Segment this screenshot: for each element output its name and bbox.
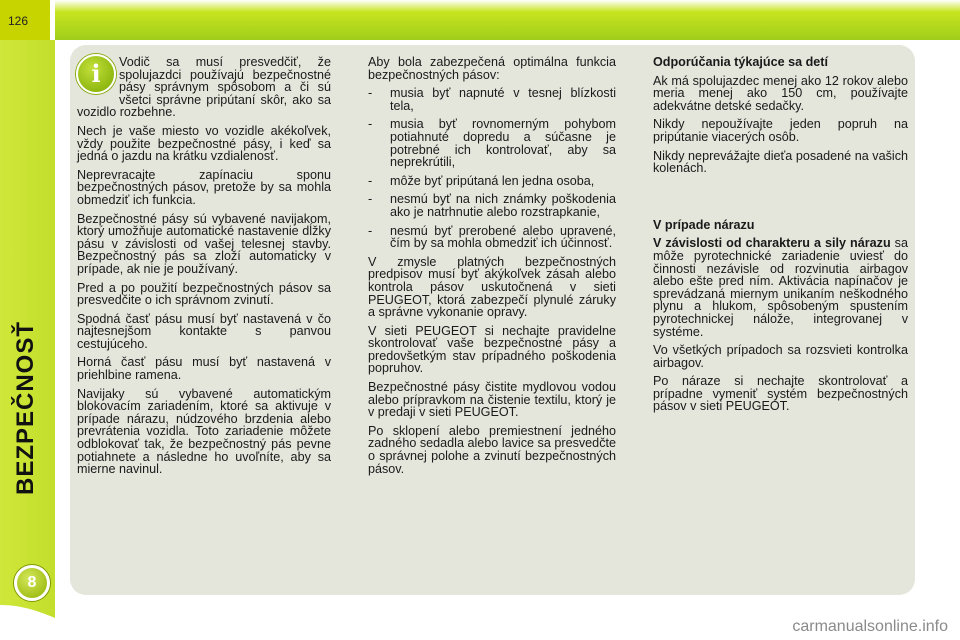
list-item-text: môže byť pripútaná len jedna osoba, (390, 173, 595, 188)
paragraph: Horná časť pásu musí byť nastavená v priehlbine ramena. (77, 355, 331, 383)
paragraph: Bezpečnostné pásy sú vybavené navijakom, ktorý umožňuje automatické nastavenie dĺžky pásu v závislosti od vašej telesnej stavby. Bezpečnostný pás sa zloží automaticky v prípade, ak nie je používaný. (77, 211, 331, 276)
paragraph: Navijaky sú vybavené automatickým blokovacím zariadením, ktoré sa aktivuje v prípade nárazu, núdzového brzdenia alebo prevrátenia vozidla. Toto zariadenie môžete odblokovať tak, že bezpečnostný pás pevne potiahnete a následne ho uvoľníte, aby sa mierne navinul. (77, 386, 331, 477)
paragraph: Nech je vaše miesto vo vozidle akékoľvek, vždy použite bezpečnostné pásy, i keď sa jedná o jazdu na krátku vzdialenosť. (77, 123, 331, 164)
paragraph: V sieti PEUGEOT si nechajte pravidelne skontrolovať vaše bezpečnostné pásy a predovšetkým stav prípadného poškodenia popruhov. (368, 323, 616, 376)
chapter-badge: 8 (14, 565, 50, 601)
watermark: carmanualsonline.info (792, 618, 948, 635)
page-number: 126 (8, 14, 29, 28)
paragraph: Ak má spolujazdec menej ako 12 rokov alebo meria menej ako 150 cm, používajte adekvátne detské sedačky. (653, 73, 908, 113)
list-item-text: nesmú byť na nich známky poškodenia ako je natrhnutie alebo rozstrapkanie, (390, 192, 616, 219)
bullet-dash: - (368, 173, 373, 188)
paragraph: Po sklopení alebo premiestnení jedného zadného sedadla alebo lavice sa presvedčte o správnej polohe a zvinutí bezpečnostných pásov. (368, 423, 616, 476)
top-green-bar (55, 0, 960, 40)
page-number-tab (0, 0, 50, 40)
list-item (368, 118, 616, 168)
paragraph: Neprevracajte zapínaciu sponu bezpečnostných pásov, pretože by sa mohla obmedziť ich funkcia. (77, 167, 331, 207)
bullet-dash: - (368, 192, 373, 207)
section-heading: Odporúčania týkajúce sa detí (653, 55, 828, 69)
list-item (368, 87, 616, 112)
list-item (368, 225, 616, 250)
list-item (368, 193, 616, 218)
paragraph-rest: sa môže pyrotechnické zariadenie uviesť do činnosti nezávisle od rozvinutia airbagov alebo ešte pred ním. Aktivácia napínačov je sprevádzaná miernym unikaním neškodného plynu a hlukom, spôsobeným spustením pyrotechnickej nálože, integrovanej v systéme. (653, 236, 908, 339)
paragraph: Nikdy nepoužívajte jeden popruh na pripútanie viacerých osôb. (653, 117, 908, 144)
paragraph: Nikdy neprevážajte dieťa posadené na vašich kolenách. (653, 148, 908, 176)
list-item-text: musia byť rovnomerným pohybom potiahnuté dopredu a súčasne je potrebné ich kontrolovať, aby sa neprekrútili, (390, 117, 616, 170)
paragraph: Po náraze si nechajte skontrolovať a prípadne vymeniť systém bezpečnostných pásov v sieti PEUGEOT. (653, 374, 908, 414)
column-left (77, 56, 331, 482)
info-icon: i (76, 54, 116, 94)
paragraph: Spodná časť pásu musí byť nastavená v čo najtesnejšom kontakte s panvou cestujúceho. (77, 311, 331, 351)
column-middle (368, 56, 616, 481)
bullet-dash: - (368, 117, 373, 132)
paragraph: Vodič sa musí presvedčiť, že spolujazdci používajú bezpečnostné pásy správnym spôsobom a či sú všetci správne pripútaní skôr, ako sa vozidlo rozbehne. (77, 55, 331, 120)
list-item-text: musia byť napnuté v tesnej blízkosti tela, (390, 86, 616, 113)
paragraph (653, 237, 908, 338)
paragraph: Bezpečnostné pásy čistite mydlovou vodou alebo prípravkom na čistenie textilu, ktorý je v predaji v sieti PEUGEOT. (368, 380, 616, 420)
paragraph: V zmysle platných bezpečnostných predpisov musí byť akýkoľvek zásah alebo kontrola pásov uskutočnená v sieti PEUGEOT, ktorá zabezpečí plynulé záruky a správne vykonanie opravy. (368, 254, 616, 320)
paragraph: Aby bola zabezpečená optimálna funkcia bezpečnostných pásov: (368, 55, 616, 82)
side-section-title (12, 320, 52, 535)
list-item (368, 175, 616, 188)
bold-lead: V závislosti od charakteru a sily nárazu (653, 236, 891, 251)
bullet-dash: - (368, 223, 373, 238)
paragraph: Vo všetkých prípadoch sa rozsvieti kontrolka airbagov. (653, 343, 908, 370)
decorative-wave (0, 595, 120, 640)
column-right (653, 56, 908, 419)
paragraph: Pred a po použití bezpečnostných pásov sa presvedčite o ich správnom zvinutí. (77, 280, 331, 308)
bullet-dash: - (368, 86, 373, 101)
section-title-text: BEZPEČNOSŤ (12, 320, 39, 495)
section-heading: V prípade nárazu (653, 217, 755, 232)
list-item-text: nesmú byť prerobené alebo upravené, čím by sa mohla obmedziť ich účinnosť. (390, 223, 616, 251)
